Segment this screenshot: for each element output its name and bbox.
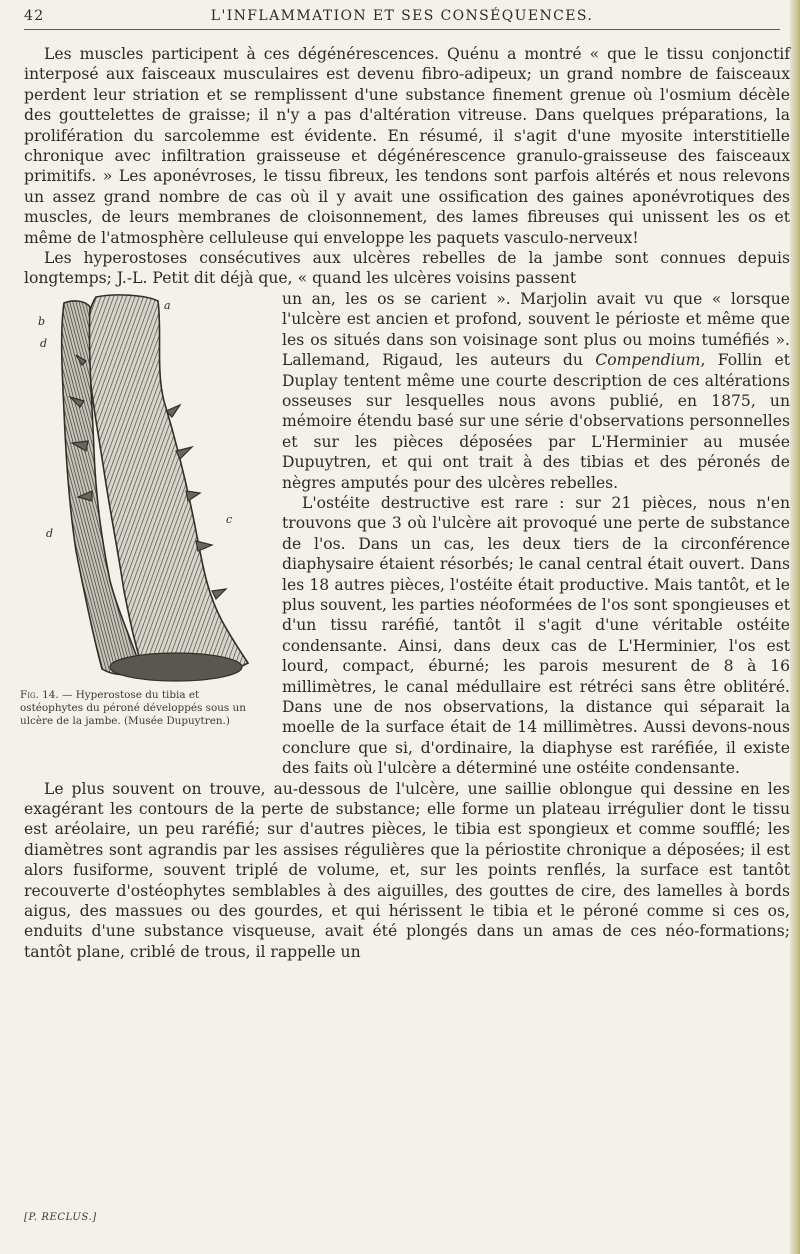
text-run: un an, les os se carient ». Marjolin avait vu que « lorsque l'ulcère est ancien et profond, souvent le périoste et même que les os situés dans son voisinage sont plus ou moins tuméfiés ». Lallemand, Rigaud, les auteurs du (282, 289, 790, 370)
figure-letter-c: c (226, 512, 233, 526)
body-text (20, 44, 790, 962)
header-rule (24, 29, 780, 30)
figure-14 (20, 289, 270, 759)
figure-caption (20, 689, 250, 728)
running-title: L'INFLAMMATION ET SES CONSÉQUENCES. (210, 8, 594, 24)
lower-epiphysis (110, 653, 242, 681)
figure-caption-text: — Hyperostose du tibia et ostéophytes du péroné développés sous un ulcère de la jambe. (Musée Dupuytren.) (20, 688, 246, 727)
figure-letter-d-lower: d (46, 526, 54, 540)
page-edge (790, 0, 800, 1254)
figure-letter-a: a (164, 298, 171, 312)
page-header (24, 6, 780, 28)
figure-letter-b: b (38, 314, 46, 328)
paragraph-hyperostoses-lead: Les hyperostoses consécutives aux ulcères rebelles de la jambe sont connues depuis longtemps; J.-L. Petit dit déjà que, « quand les ulcères voisins passent (24, 249, 790, 288)
page-number: 42 (24, 8, 45, 24)
text-run: , Follin et Duplay tentent même une courte description de ces altérations osseuses sur lesquelles nous avons publié, en 1875, un mémoire étendu basé sur une série d'observations personnelles et sur les pièces déposées par L'Herminier au musée Dupuytren, et qui ont trait à des tibias et des péronés de nègres amputés pour des ulcères rebelles. (282, 351, 790, 492)
paragraph-muscles: Les muscles participent à ces dégénérescences. Quénu a montré « que le tissu conjonctif interposé aux faisceaux musculaires est devenu fibro-adipeux; un grand nombre de faisceaux perdent leur striation et se remplissent d'une substance finement grenue où l'osmium décèle des gouttelettes de graisse; il n'y a pas d'altération vitreuse. Dans quelques préparations, la prolifération du sarcolemme est évidente. En résumé, il s'agit d'une myosite interstitielle chronique avec infiltration graisseuse et dégénérescence granulo-graisseuse des faisceaux primitifs. » Les aponévroses, le tissu fibreux, les tendons sont parfois altérés et nous relevons un assez grand nombre de cas où il y avait une ossification des gaines aponévrotiques des muscles, de leurs membranes de cloisonnement, des lames fibreuses qui unissent les os et même de l'atmosphère celluleuse qui enveloppe les paquets vasculo-nerveux! (24, 45, 790, 247)
paragraph-osteite: L'ostéite destructive est rare : sur 21 pièces, nous n'en trouvons que 3 où l'ulcère ait provoqué une perte de substance de l'os. Dans un cas, les deux tiers de la circonférence diaphysaire étaient résorbés; le canal central était ouvert. Dans les 18 autres pièces, l'ostéite était productive. Mais tantôt, et le plus souvent, les parties néoformées de l'os sont spongieuses et d'un tissu raréfié, tantôt il s'agit d'une véritable ostéite condensante. Ainsi, dans deux cas de L'Herminier, l'os est lourd, compact, éburné; les parois mesurent de 8 à 16 millimètres, le canal médullaire est rétréci sans être oblitéré. Dans une de nos observations, la distance qui séparait la moelle de la surface était de 14 millimètres. Aussi devons-nous conclure que si, d'ordinaire, la diaphyse est raréfiée, il existe des faits où l'ulcère a déterminé une ostéite condensante. (282, 493, 790, 778)
printer-signature: [P. RECLUS.] (24, 1212, 97, 1223)
figure-label: Fig. 14. (20, 688, 59, 701)
bone-engraving-image (26, 291, 262, 685)
compendium-title: Compendium (595, 351, 701, 370)
paragraph-saillie: Le plus souvent on trouve, au-dessous de l'ulcère, une saillie oblongue qui dessine en les exagérant les contours de la perte de substance; elle forme un plateau irrégulier dont le tissu est aréolaire, un peu raréfié; sur d'autres pièces, le tibia est spongieux et comme soufflé; les diamètres sont agrandis par les assises régulières que la périostite chronique a déposées; il est alors fusiforme, souvent triplé de volume, et, sur les points renflés, la surface est tantôt recouverte d'ostéophytes semblables à des aiguilles, des gouttes de cire, des lamelles à bords aigus, des massues ou des gourdes, et qui hérissent le tibia et le péroné comme si ces os, enduits d'une substance visqueuse, avait été plongés dans un amas de ces néo-formations; tantôt plane, criblé de trous, il rappelle un (24, 779, 790, 961)
figure-letter-d-upper: d (40, 336, 48, 350)
